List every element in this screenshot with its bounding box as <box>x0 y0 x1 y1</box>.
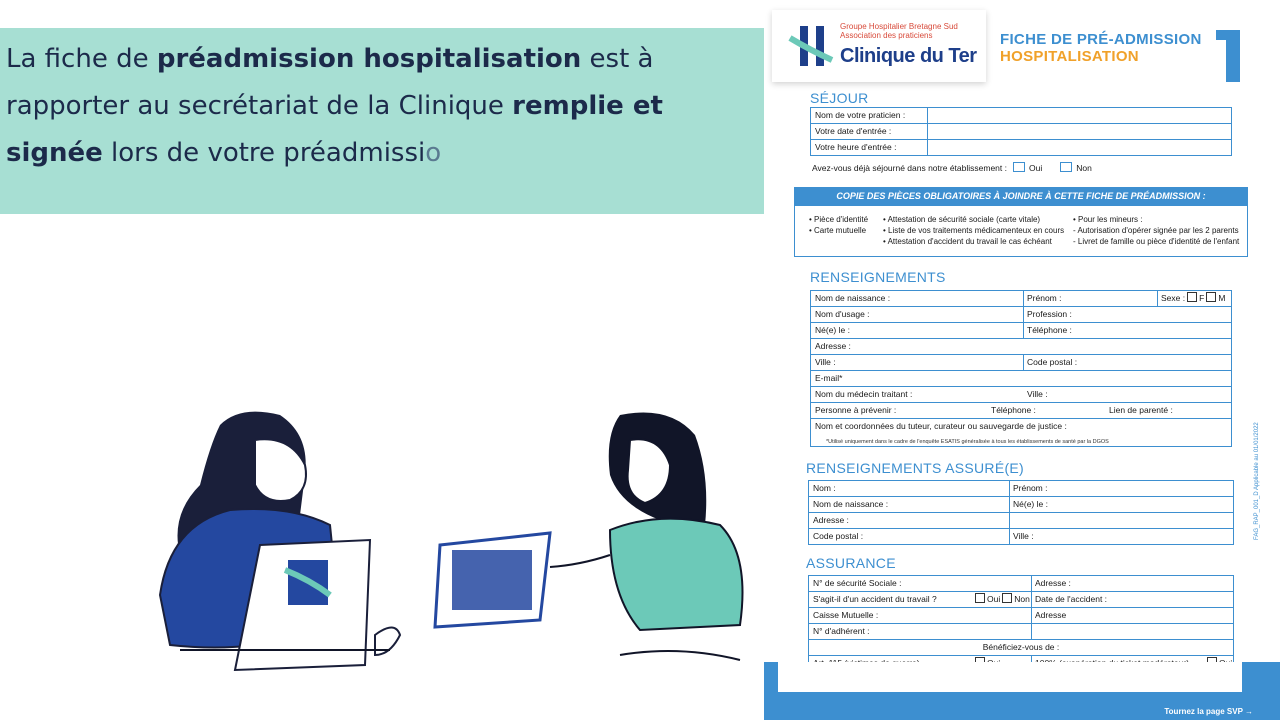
accident-oui-label: Oui <box>987 594 1001 604</box>
sejour-table <box>810 107 1232 156</box>
telephone-label: Téléphone : <box>1027 325 1072 335</box>
form-title-2: HOSPITALISATION <box>1000 48 1139 65</box>
assure-prenom-label: Prénom : <box>1013 483 1048 493</box>
sejour-question <box>812 162 1092 173</box>
sexe-f-checkbox[interactable] <box>1187 292 1197 302</box>
adresse-label: Adresse : <box>815 341 851 351</box>
ville-label: Ville : <box>815 357 836 367</box>
preadmission-form <box>764 0 1280 720</box>
non-label: Non <box>1076 163 1092 173</box>
medecin-label: Nom du médecin traitant : <box>815 389 913 399</box>
adherent-label: N° d'adhérent : <box>813 626 870 636</box>
piece-item: • Attestation de sécurité sociale (carte vitale) <box>883 215 1041 224</box>
side-reference-text: FAG_RAP_001_D Applicable au 01/01/2022 <box>1254 422 1260 540</box>
piece-item: - Livret de famille ou pièce d'identité de l'enfant <box>1073 237 1240 246</box>
caption-part-3: lors de votre préadmissi <box>102 138 426 168</box>
piece-item: • Attestation d'accident du travail le cas échéant <box>883 237 1052 246</box>
profession-label: Profession : <box>1027 309 1072 319</box>
assure-adresse-label: Adresse : <box>813 515 849 525</box>
illustration-two-women <box>140 395 760 695</box>
caisse-adresse-label: Adresse <box>1035 610 1067 620</box>
m-label: M <box>1218 293 1226 303</box>
oui-label: Oui <box>1029 163 1043 173</box>
caption-part-2: est à rapporter au secrétariat de la Clinique <box>6 44 654 121</box>
prenom-label: Prénom : <box>1027 293 1062 303</box>
personne-prevenir-label: Personne à prévenir : <box>815 405 897 415</box>
renseignements-table <box>810 290 1232 447</box>
pieces-banner: COPIE DES PIÈCES OBLIGATOIRES À JOINDRE À CETTE FICHE DE PRÉADMISSION : <box>794 187 1248 205</box>
sejour-row-label: Votre heure d'entrée : <box>815 142 897 152</box>
piece-item: • Carte mutuelle <box>809 226 867 235</box>
code-postal-label: Code postal : <box>1027 357 1078 367</box>
piece-item: - Autorisation d'opérer signée par les 2 parents <box>1073 226 1239 235</box>
form-title-1: FICHE DE PRÉ-ADMISSION <box>1000 31 1202 48</box>
ne-le-label: Né(e) le : <box>815 325 850 335</box>
date-accident-label: Date de l'accident : <box>1035 594 1108 604</box>
section-title-sejour: SÉJOUR <box>810 90 869 106</box>
assure-code-postal-label: Code postal : <box>813 531 864 541</box>
tuteur-label: Nom et coordonnées du tuteur, curateur ou sauvegarde de justice : <box>815 421 1067 431</box>
logo-card <box>772 10 986 82</box>
piece-item: • Pour les mineurs : <box>1073 215 1143 224</box>
pieces-box <box>794 205 1248 257</box>
caisse-label: Caisse Mutuelle : <box>813 610 879 620</box>
logo-title: Clinique du Ter <box>840 45 977 67</box>
f-label: F <box>1199 293 1205 303</box>
clinic-logo-icon <box>786 20 836 72</box>
sejour-row-label: Votre date d'entrée : <box>815 126 892 136</box>
nom-naissance-label: Nom de naissance : <box>815 293 891 303</box>
section-title-assurance: ASSURANCE <box>806 555 896 571</box>
accident-oui-checkbox[interactable] <box>975 593 985 603</box>
accident-non-checkbox[interactable] <box>1002 593 1012 603</box>
page-number-one-icon <box>1226 30 1240 82</box>
caption-text <box>6 36 756 177</box>
secu-label: N° de sécurité Sociale : <box>813 578 902 588</box>
caption-bold-2: remplie et signée <box>6 91 663 168</box>
telephone-prevenir-label: Téléphone : <box>991 405 1036 415</box>
turn-page-label: Tournez la page SVP → <box>1164 707 1253 716</box>
assurance-adresse-label: Adresse : <box>1035 578 1071 588</box>
accident-non-label: Non <box>1014 594 1030 604</box>
logo-subtitle <box>840 22 958 40</box>
piece-item: • Pièce d'identité <box>809 215 869 224</box>
logo-subtitle-2: Association des praticiens <box>840 31 933 40</box>
bottom-inner <box>778 662 1242 692</box>
assure-ne-le-label: Né(e) le : <box>1013 499 1048 509</box>
sejour-question-text: Avez-vous déjà séjourné dans notre établissement : <box>812 163 1007 173</box>
accident-label: S'agit-il d'un accident du travail ? <box>813 594 937 604</box>
sexe-label: Sexe : <box>1161 293 1186 303</box>
assure-nom-naissance-label: Nom de naissance : <box>813 499 889 509</box>
email-label: E-mail* <box>815 373 843 383</box>
assure-table <box>808 480 1234 545</box>
beneficiez-label: Bénéficiez-vous de : <box>982 642 1060 652</box>
lien-parente-label: Lien de parenté : <box>1109 405 1173 415</box>
section-title-renseignements: RENSEIGNEMENTS <box>810 269 946 285</box>
assure-ville-label: Ville : <box>1013 531 1034 541</box>
caption-fade: o <box>425 138 442 168</box>
sexe-m-checkbox[interactable] <box>1206 292 1216 302</box>
non-checkbox[interactable] <box>1060 162 1072 172</box>
piece-item: • Liste de vos traitements médicamenteux en cours <box>883 226 1065 235</box>
caption-part-1: La fiche de <box>6 44 157 74</box>
sejour-row-label: Nom de votre praticien : <box>815 110 906 120</box>
caption-bold-1: préadmission hospitalisation <box>156 44 582 74</box>
footnote: *Utilisé uniquement dans le cadre de l'enquête ESATIS généralisée à tous les établissements de santé par la DGOS <box>826 439 1109 445</box>
section-title-assure: RENSEIGNEMENTS ASSURÉ(E) <box>806 460 1025 476</box>
oui-checkbox[interactable] <box>1013 162 1025 172</box>
assure-nom-label: Nom : <box>813 483 836 493</box>
logo-subtitle-1: Groupe Hospitalier Bretagne Sud <box>840 22 958 31</box>
nom-usage-label: Nom d'usage : <box>815 309 870 319</box>
ville-medecin-label: Ville : <box>1027 389 1048 399</box>
bottom-bar <box>764 662 1280 720</box>
